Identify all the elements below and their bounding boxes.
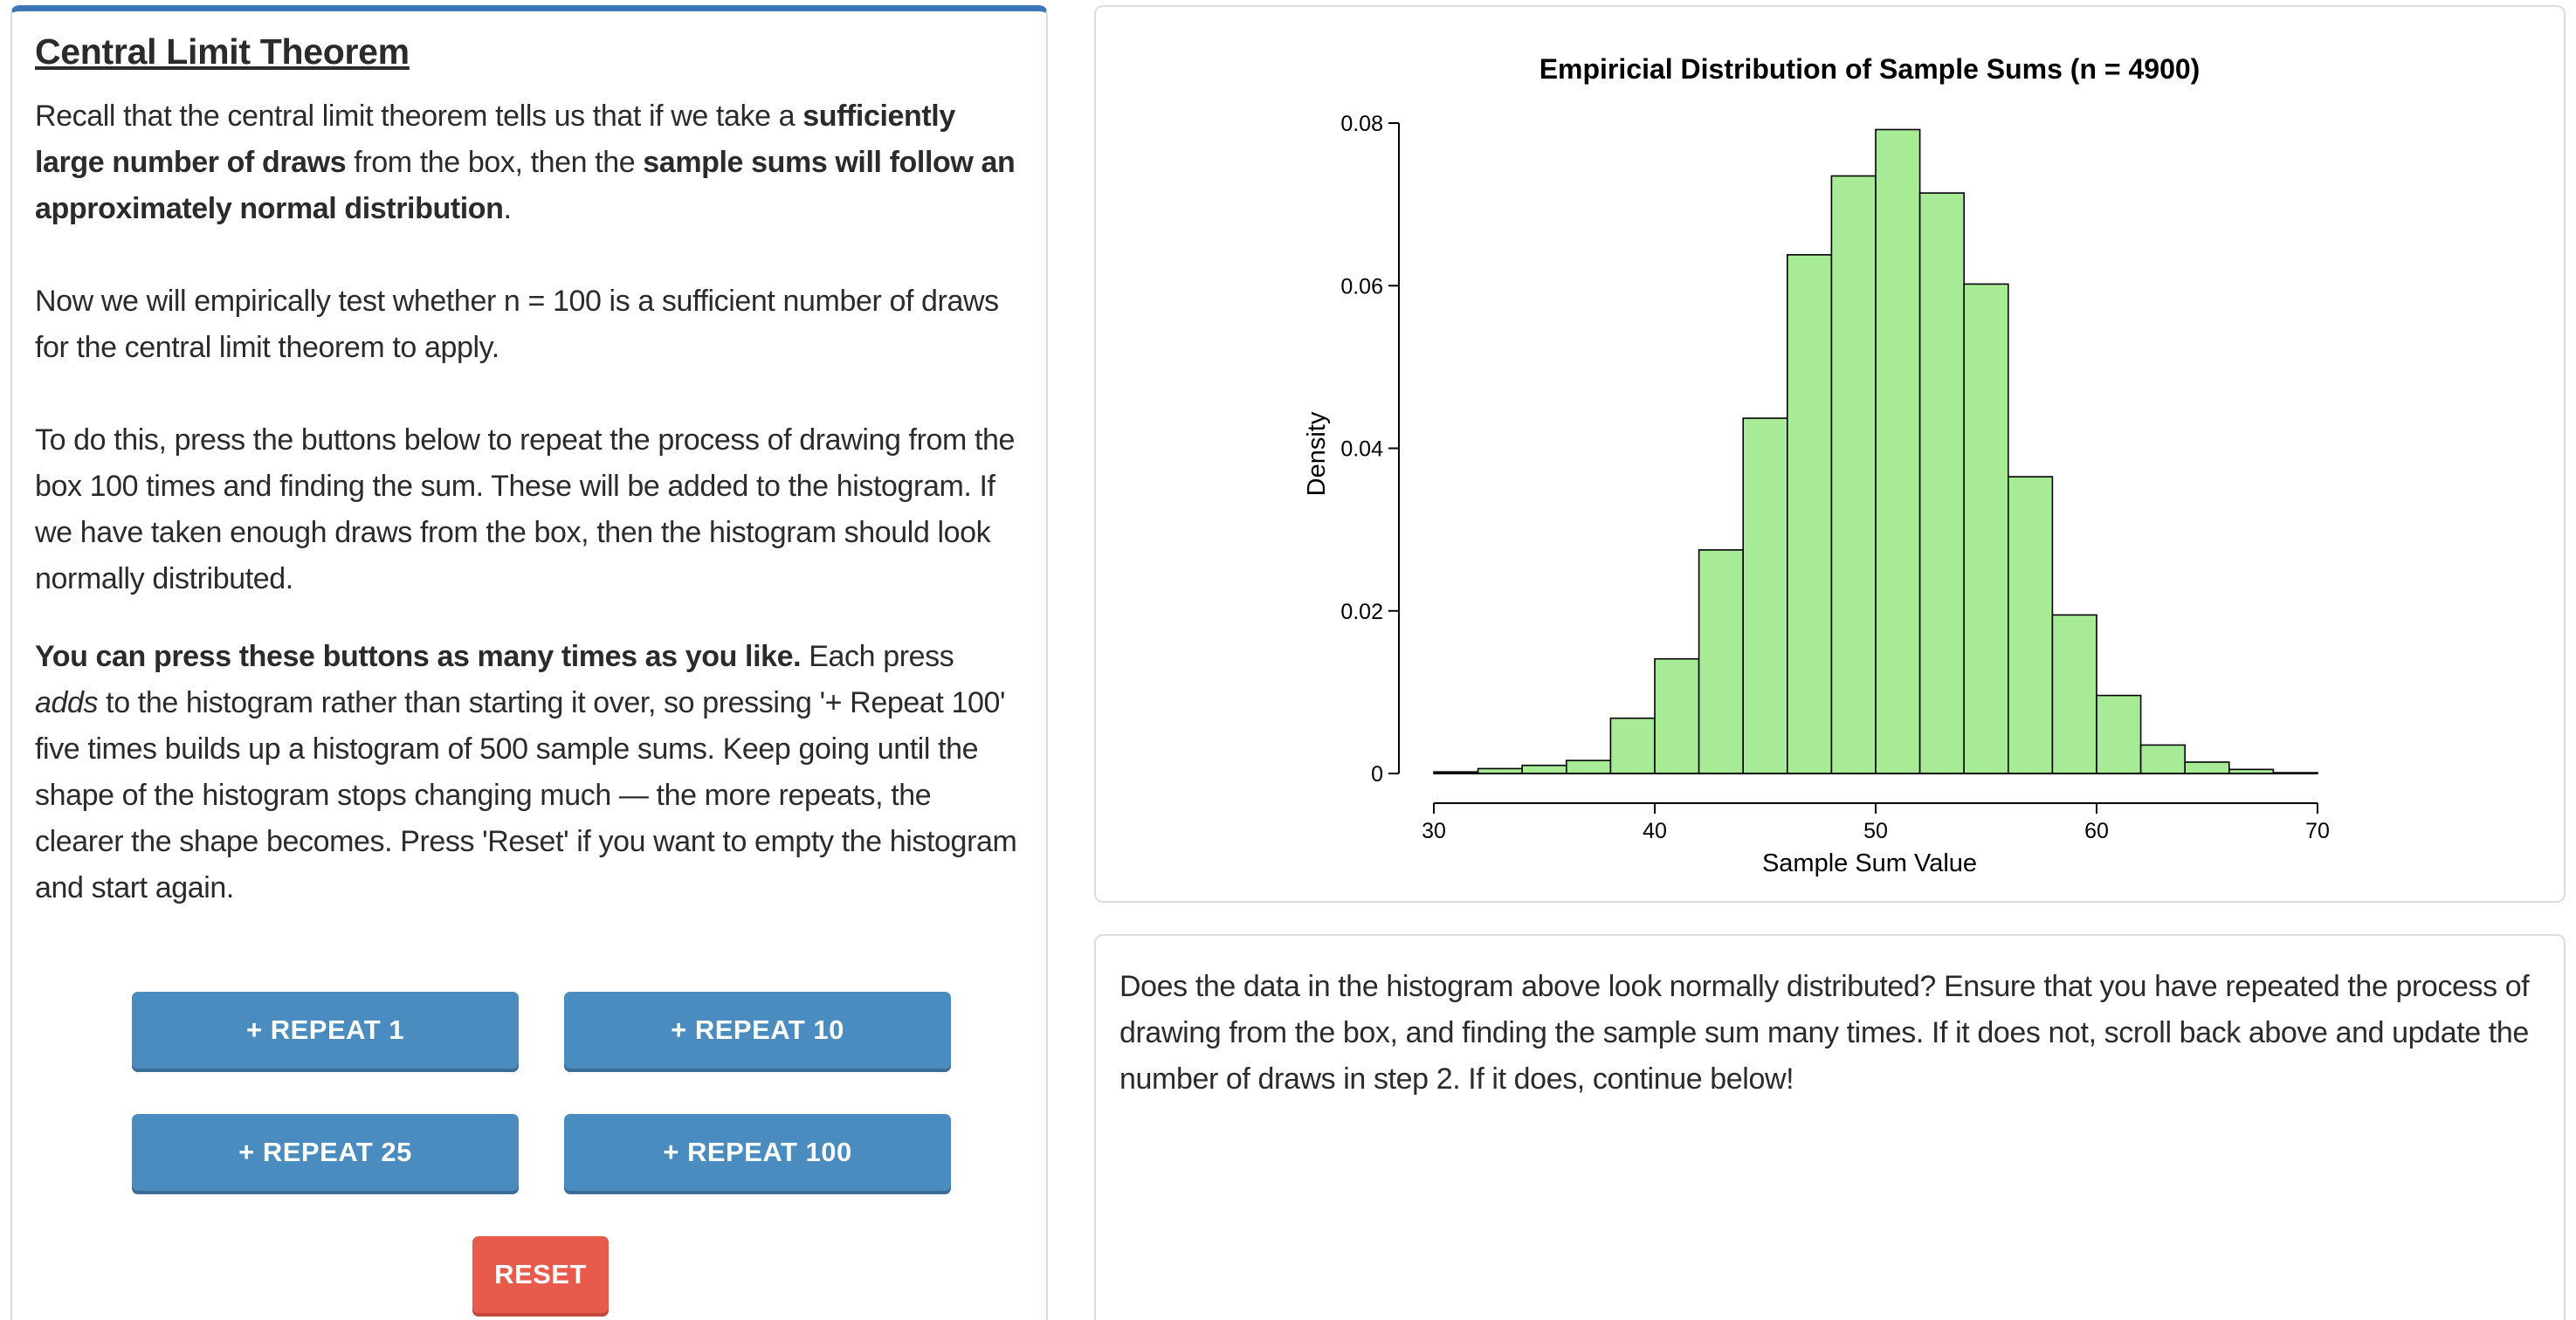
y-tick-label: 0 xyxy=(1371,762,1383,787)
histogram-bars xyxy=(1434,129,2318,773)
repeat-100-button[interactable]: + REPEAT 100 xyxy=(564,1114,951,1191)
text-run: from the box, then the xyxy=(346,146,644,179)
reset-button[interactable]: RESET xyxy=(472,1236,609,1313)
chart-title: Empiricial Distribution of Sample Sums (n = 4900) xyxy=(1539,53,2201,85)
histogram-bar xyxy=(2185,762,2229,773)
x-tick-label: 70 xyxy=(2305,819,2330,843)
histogram-bar xyxy=(1964,284,2008,773)
histogram-bar xyxy=(2052,615,2097,773)
repeat-10-button[interactable]: + REPEAT 10 xyxy=(564,992,951,1069)
histogram-bar xyxy=(1743,418,1787,773)
x-tick-label: 50 xyxy=(1863,819,1888,843)
histogram-bar xyxy=(1610,718,1655,773)
process-paragraph: To do this, press the buttons below to repeat the process of drawing from the box 100 times and finding the sum. These will be added to the histogram. If we have taken enough draws from the box, then the histogram should look normally distributed. xyxy=(35,423,1016,595)
intro-paragraph xyxy=(35,93,1022,232)
repeat-1-button[interactable]: + REPEAT 1 xyxy=(132,992,519,1069)
histogram-chart xyxy=(1096,7,2564,901)
x-tick-label: 60 xyxy=(2084,819,2109,843)
x-axis-label: Sample Sum Value xyxy=(1761,849,1978,877)
y-tick-label: 0.08 xyxy=(1340,112,1383,136)
bold-text: sample sums will follow an approximately normal distribution xyxy=(35,146,1016,225)
x-tick-label: 40 xyxy=(1643,819,1667,843)
bold-text: sufficiently large number of draws xyxy=(35,100,955,179)
histogram-bar xyxy=(1876,129,1920,773)
x-axis xyxy=(1422,803,2330,843)
repeat-paragraph xyxy=(35,634,1022,911)
histogram-bar xyxy=(1920,193,1965,773)
italic-text: adds xyxy=(35,686,99,719)
test-paragraph: Now we will empirically test whether n = 100 is a sufficient number of draws for the central limit theorem to apply. xyxy=(35,285,999,364)
question-text: Does the data in the histogram above look normally distributed? Ensure that you have repeated the process of drawing from the box, and finding the sample sum many times. If it does not, scroll back above and update the number of draws in step 2. If it does, continue below! xyxy=(1119,970,2530,1096)
question-panel xyxy=(1094,934,2566,1320)
instructions-content xyxy=(35,29,1022,911)
panel-title: Central Limit Theorem xyxy=(35,31,410,72)
y-axis xyxy=(1340,112,1399,787)
repeat-25-button[interactable]: + REPEAT 25 xyxy=(132,1114,519,1191)
histogram-bar xyxy=(2141,745,2186,773)
text-run: Each press xyxy=(801,640,954,673)
y-tick-label: 0.04 xyxy=(1340,437,1383,462)
text-run: . xyxy=(503,192,512,225)
histogram-bar xyxy=(1655,659,1699,773)
bold-text: You can press these buttons as many times as you like. xyxy=(35,640,802,673)
x-tick-label: 30 xyxy=(1422,819,1446,843)
histogram-bar xyxy=(1787,255,1832,773)
histogram-bar xyxy=(1522,766,1567,773)
histogram-panel xyxy=(1094,5,2566,903)
y-axis-label: Density xyxy=(1303,411,1331,497)
y-tick-label: 0.06 xyxy=(1340,274,1383,299)
y-tick-label: 0.02 xyxy=(1340,599,1383,624)
histogram-bar xyxy=(1831,176,1876,773)
histogram-bar xyxy=(2097,696,2141,773)
histogram-bar xyxy=(2008,477,2053,773)
histogram-bar xyxy=(1699,550,1744,773)
text-run: Recall that the central limit theorem tells us that if we take a xyxy=(35,100,803,133)
instructions-panel xyxy=(10,5,1048,1320)
text-run: to the histogram rather than starting it over, so pressing '+ Repeat 100' five times builds up a histogram of 500 sample sums. Keep going until the shape of the histogram stops changing much — the more repeats, the clearer the shape becomes. Press 'Reset' if you want to empty the histogram and start again. xyxy=(35,686,1017,904)
histogram-bar xyxy=(1567,760,1611,773)
